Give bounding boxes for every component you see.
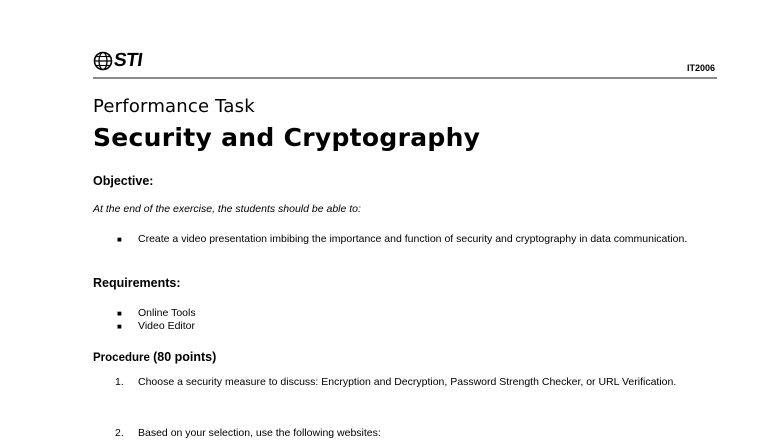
step-text: Choose a security measure to discuss: Encryption and Decryption, Password Strength Checker, or URL Verification. [138,376,677,388]
course-code: IT2006 [686,63,715,73]
objective-intro: At the end of the exercise, the students should be able to: [93,203,361,215]
list-item [117,233,718,246]
step-number: 1. [115,376,124,388]
procedure-points: (80 points) [153,350,217,364]
list-item [115,373,738,391]
globe-icon [93,51,113,71]
bullet-icon: ■ [117,322,122,331]
page-title: Security and Cryptography [93,123,481,152]
sti-logo [93,50,142,72]
list-item [115,424,738,442]
objective-bullet-text: Create a video presentation imbibing the importance and function of security and cryptography in data communication. [138,233,688,245]
list-item [117,307,718,320]
procedure-heading-label: Procedure [93,352,154,364]
list-item [117,320,718,333]
procedure-heading [93,350,216,364]
requirements-heading: Requirements: [93,276,181,290]
objective-heading: Objective: [93,174,154,188]
step-text: Based on your selection, use the following websites: [138,427,381,439]
requirement-text: Video Editor [138,320,196,332]
step-number: 2. [115,427,124,439]
bullet-icon: ■ [117,309,122,318]
bullet-icon: ■ [117,235,122,244]
header-divider [93,77,717,79]
page-subtitle: Performance Task [93,96,255,117]
logo-text: STI [112,50,144,71]
requirement-text: Online Tools [138,307,196,319]
